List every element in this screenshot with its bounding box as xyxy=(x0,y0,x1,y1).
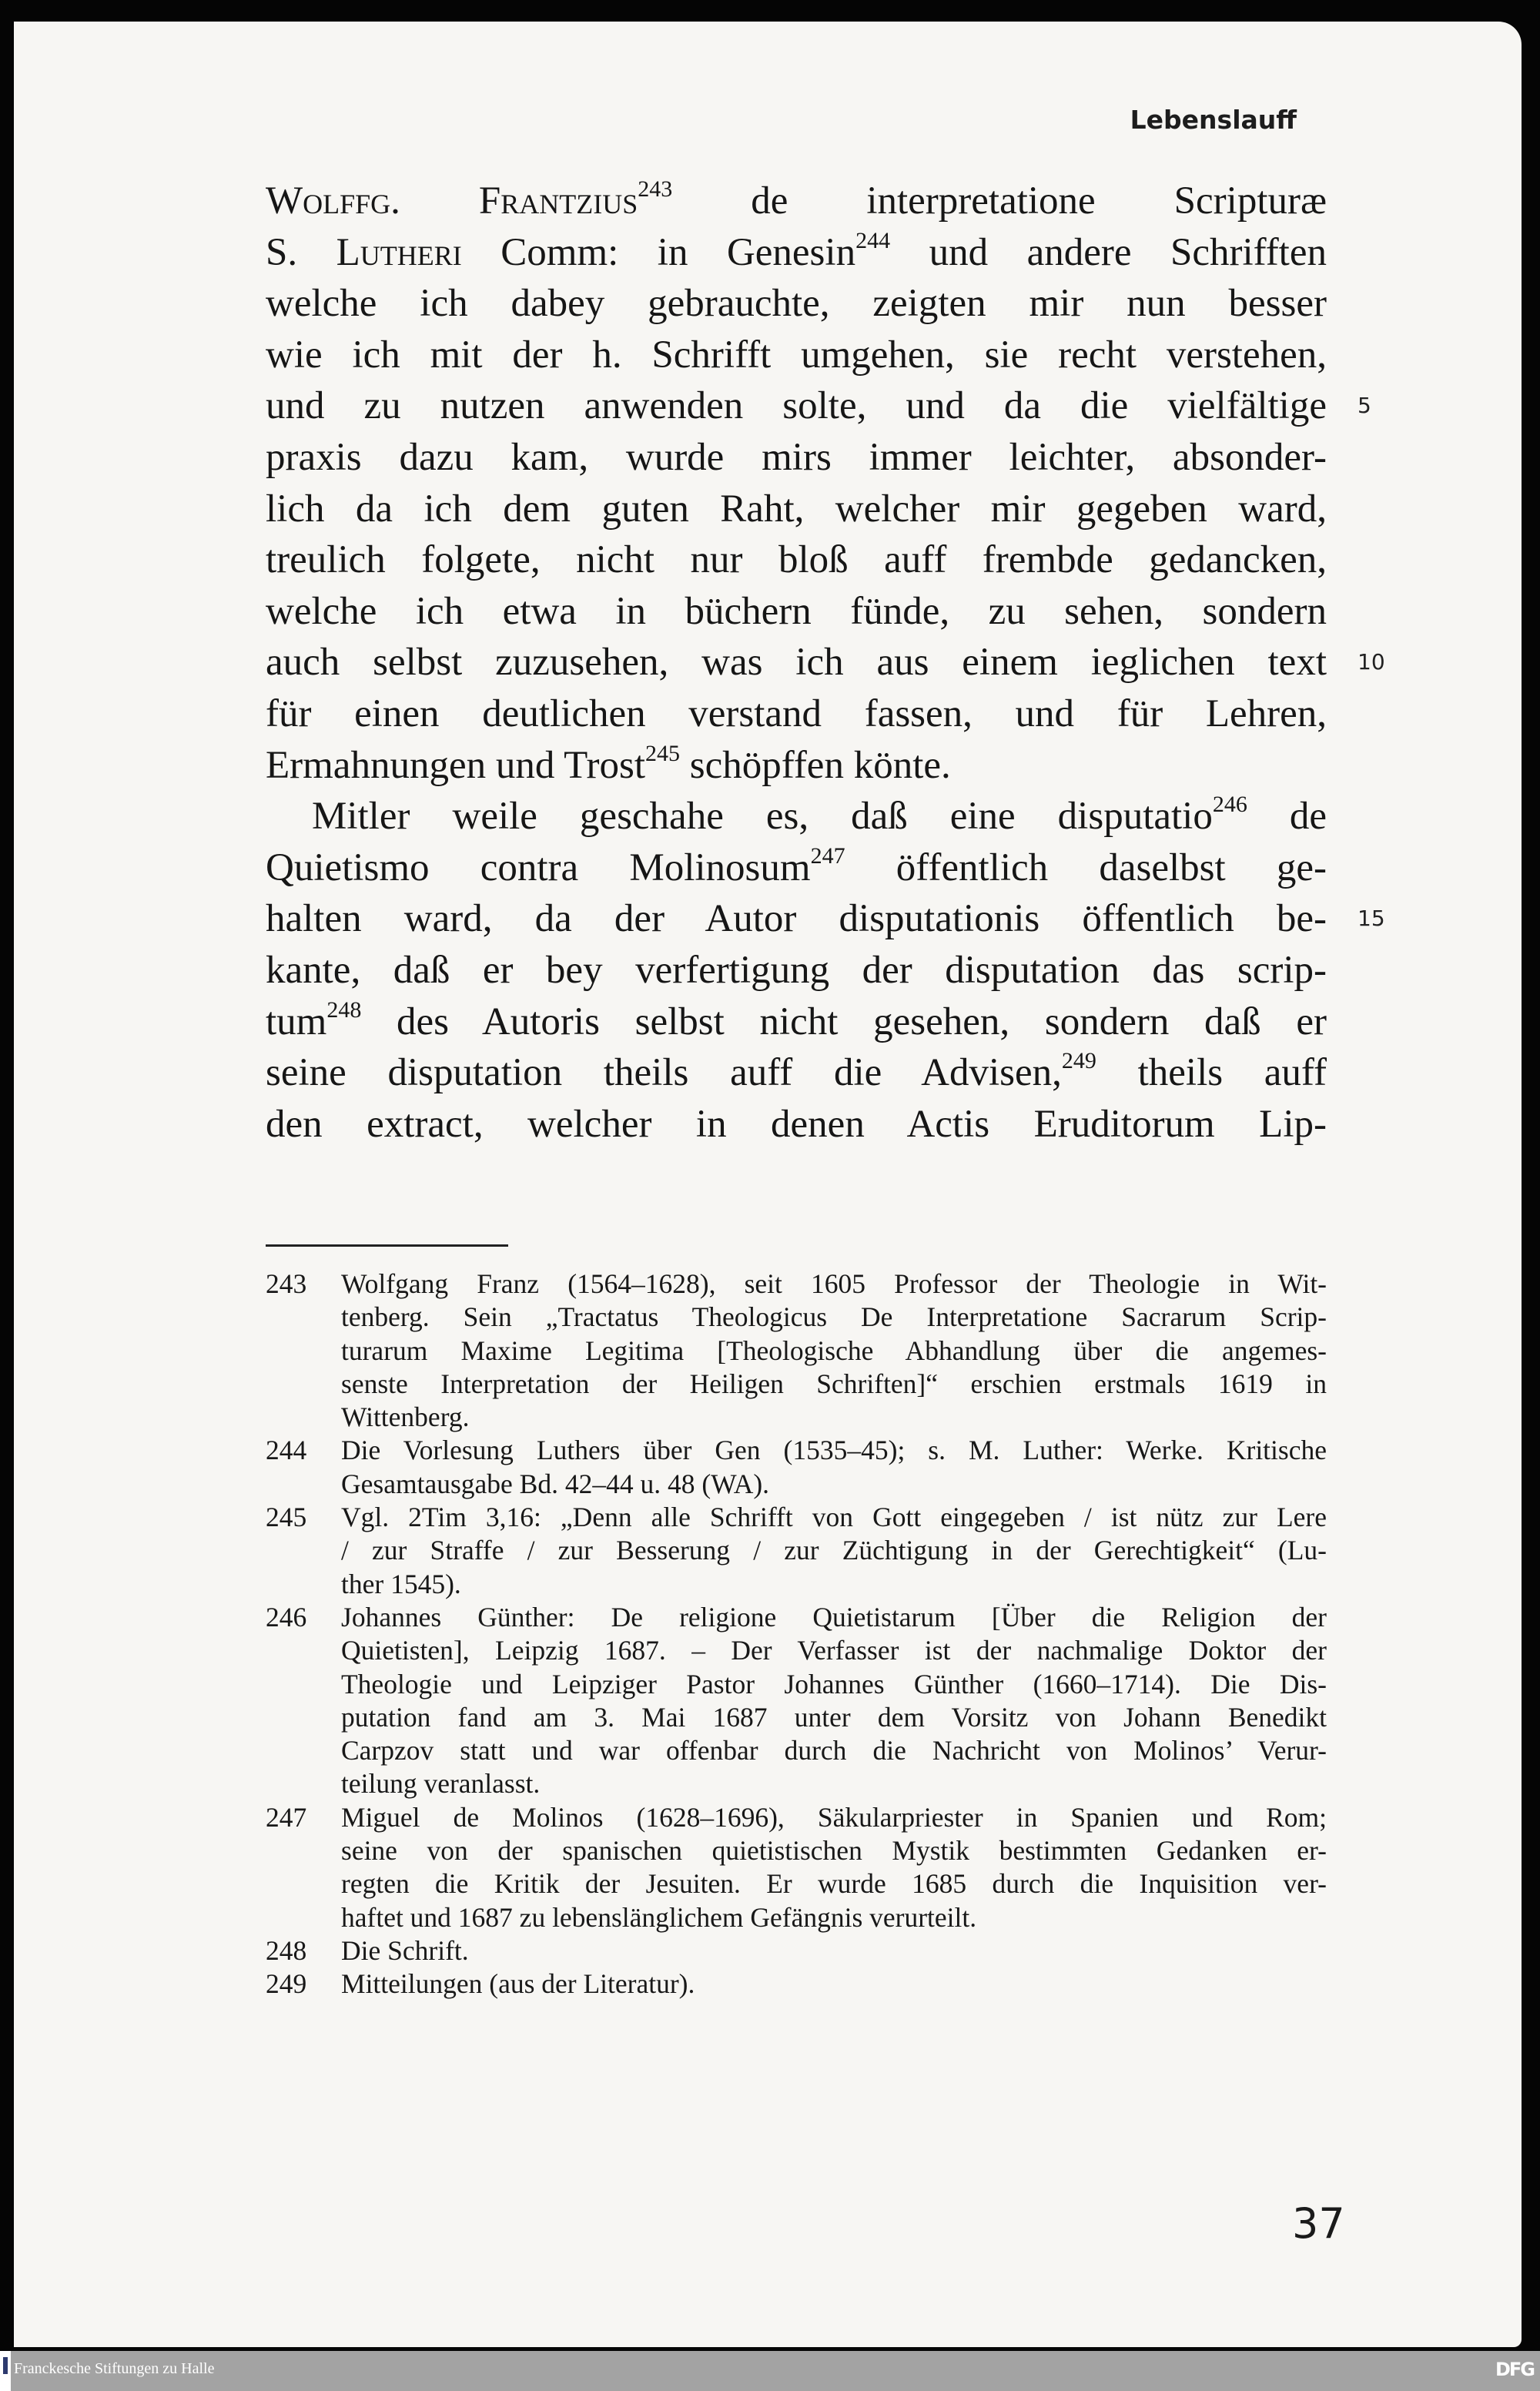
footnote-line: turarum Maxime Legitima [Theologische Abhandlung über die angemes- xyxy=(341,1334,1327,1366)
text-segment: seine disputation theils auff die Advisen, xyxy=(266,1051,1062,1095)
footnote-number: 249 xyxy=(266,1968,307,2000)
text-line xyxy=(266,1099,1327,1150)
footnote-ref[interactable]: 245 xyxy=(645,740,681,766)
footnote-ref[interactable]: 244 xyxy=(855,227,891,253)
footnote-line: seine von der spanischen quietistischen Mystik bestimmten Gedanken er- xyxy=(341,1835,1327,1867)
footnote xyxy=(266,1967,1327,2001)
page-number: 37 xyxy=(1292,2199,1345,2248)
line-number: 10 xyxy=(1358,649,1385,675)
footnote-line: / zur Straffe / zur Besserung / zur Züchtigung in der Gerechtigkeit“ (Lu- xyxy=(341,1535,1327,1566)
footnote-number: 248 xyxy=(266,1934,307,1966)
text-line xyxy=(266,380,1371,432)
text-segment: halten ward, da der Autor disputationis öffentlich be- xyxy=(266,897,1327,941)
footnote-number: 245 xyxy=(266,1502,307,1533)
text-line xyxy=(266,176,1327,227)
footnote-line: teilung veranlasst. xyxy=(341,1768,541,1800)
footnote-line: senste Interpretation der Heiligen Schriften]“ erschien erstmals 1619 in xyxy=(341,1368,1327,1399)
text-segment: praxis dazu kam, wurde mirs immer leichter, absonder- xyxy=(266,435,1327,479)
footnote-separator xyxy=(266,1244,508,1247)
footnote xyxy=(266,1501,1327,1601)
text-segment: Quietismo contra Molinosum xyxy=(266,846,811,889)
text-segment: tum xyxy=(266,1000,327,1043)
footnote-number: 246 xyxy=(266,1601,307,1633)
institution-name[interactable]: Franckesche Stiftungen zu Halle xyxy=(14,2360,215,2377)
footnote-line: Miguel de Molinos (1628–1696), Säkularpriester in Spanien und Rom; xyxy=(341,1801,1327,1833)
line-number: 5 xyxy=(1358,393,1371,419)
text-segment: de xyxy=(1247,795,1327,839)
footnote-line: Wittenberg. xyxy=(341,1401,470,1433)
footnote-number: 244 xyxy=(266,1435,307,1466)
text-segment: welche ich etwa in büchern fünde, zu sehen, sondern xyxy=(266,589,1327,633)
text-segment: Comm: in Genesin xyxy=(461,230,856,274)
institution-logo-icon xyxy=(0,2351,11,2391)
footnote-ref[interactable]: 248 xyxy=(326,996,362,1023)
text-segment: lich da ich dem guten Raht, welcher mir gegeben ward, xyxy=(266,487,1327,531)
footnote-ref[interactable]: 243 xyxy=(638,176,673,202)
text-line xyxy=(266,227,1327,279)
text-segment: Ermahnungen und Trost xyxy=(266,743,646,787)
text-segment: welche ich dabey gebrauchte, zeigten mir nun besser xyxy=(266,282,1327,326)
footnotes xyxy=(266,1267,1327,2001)
text-line xyxy=(266,688,1327,740)
dfg-logo: DFG xyxy=(1495,2359,1534,2380)
footnote-line: Johannes Günther: De religione Quietistarum [Über die Religion der xyxy=(341,1601,1327,1633)
text-line xyxy=(266,842,1327,894)
footnote-ref[interactable]: 249 xyxy=(1061,1048,1096,1074)
footnote xyxy=(266,1934,1327,1967)
text-segment: theils auff xyxy=(1096,1051,1327,1095)
text-segment: S. Lutheri xyxy=(266,230,462,274)
main-text xyxy=(266,176,1385,1150)
text-segment: Mitler weile geschahe es, daß eine disputatio xyxy=(312,795,1213,839)
footnote-line: putation fand am 3. Mai 1687 unter dem Vorsitz von Johann Benedikt xyxy=(341,1701,1327,1733)
footnote xyxy=(266,1601,1327,1801)
footnote-line: tenberg. Sein „Tractatus Theologicus De Interpretatione Sacrarum Scrip- xyxy=(341,1301,1327,1333)
text-segment: schöpffen könte. xyxy=(680,743,951,787)
text-line xyxy=(266,740,1327,792)
text-line xyxy=(266,484,1327,535)
text-line xyxy=(266,278,1327,330)
footnote xyxy=(266,1267,1327,1434)
text-line xyxy=(266,996,1327,1048)
text-segment: de interpretatione Scripturæ xyxy=(672,179,1327,223)
footnote-number: 247 xyxy=(266,1801,307,1833)
text-segment: für einen deutlichen verstand fassen, und für Lehren, xyxy=(266,692,1327,735)
footnote-number: 243 xyxy=(266,1268,307,1299)
text-segment: treulich folgete, nicht nur bloß auff frembde gedancken, xyxy=(266,538,1327,582)
footnote xyxy=(266,1801,1327,1934)
text-line xyxy=(266,791,1327,842)
footnote-ref[interactable]: 247 xyxy=(810,842,845,869)
text-segment: und andere Schrifften xyxy=(890,230,1327,274)
text-line xyxy=(266,586,1327,638)
text-segment: den extract, welcher in denen Actis Eruditorum Lip- xyxy=(266,1102,1327,1146)
footnote-line: Die Vorlesung Luthers über Gen (1535–45); s. M. Luther: Werke. Kritische xyxy=(341,1435,1327,1466)
text-segment: öffentlich daselbst ge- xyxy=(845,846,1327,889)
text-line xyxy=(266,893,1385,945)
running-header: Lebenslauff xyxy=(1130,105,1297,135)
footnote-line: Wolfgang Franz (1564–1628), seit 1605 Professor der Theologie in Wit- xyxy=(341,1268,1327,1299)
footnote-line: Theologie und Leipziger Pastor Johannes Günther (1660–1714). Die Dis- xyxy=(341,1668,1327,1699)
footnote-line: Mitteilungen (aus der Literatur). xyxy=(341,1968,695,2000)
footnote-line: Vgl. 2Tim 3,16: „Denn alle Schrifft von Gott eingegeben / ist nütz zur Lere xyxy=(341,1502,1327,1533)
text-segment: auch selbst zuzusehen, was ich aus einem ieglichen text xyxy=(266,641,1327,685)
footnote-line: Gesamtausgabe Bd. 42–44 u. 48 (WA). xyxy=(341,1468,770,1499)
footnote-line: regten die Kritik der Jesuiten. Er wurde 1685 durch die Inquisition ver- xyxy=(341,1868,1327,1900)
footnote-line: Carpzov statt und war offenbar durch die Nachricht von Molinos’ Verur- xyxy=(341,1735,1327,1766)
text-line xyxy=(266,432,1327,484)
text-line xyxy=(266,534,1327,586)
text-line xyxy=(266,945,1327,996)
text-segment: wie ich mit der h. Schrifft umgehen, sie recht verstehen, xyxy=(266,333,1327,377)
line-number: 15 xyxy=(1358,906,1385,932)
text-line xyxy=(266,330,1327,381)
text-segment: und zu nutzen anwenden solte, und da die vielfältige xyxy=(266,384,1327,428)
footnote-line: Quietisten], Leipzig 1687. – Der Verfasser ist der nachmalige Doktor der xyxy=(341,1635,1327,1666)
footnote-line: ther 1545). xyxy=(341,1568,461,1599)
footnote-line: Die Schrift. xyxy=(341,1934,469,1966)
book-page xyxy=(14,22,1522,2347)
text-line xyxy=(266,637,1385,688)
text-segment: Wolffg. Frantzius xyxy=(266,179,638,223)
footnote-line: haftet und 1687 zu lebenslänglichem Gefängnis verurteilt. xyxy=(341,1901,977,1933)
footnote xyxy=(266,1434,1327,1501)
text-line xyxy=(266,1047,1327,1099)
viewer-footer xyxy=(0,2351,1540,2391)
footnote-ref[interactable]: 246 xyxy=(1212,792,1247,818)
text-segment: kante, daß er bey verfertigung der disputation das scrip- xyxy=(266,948,1327,992)
text-segment: des Autoris selbst nicht gesehen, sondern daß er xyxy=(361,1000,1327,1043)
